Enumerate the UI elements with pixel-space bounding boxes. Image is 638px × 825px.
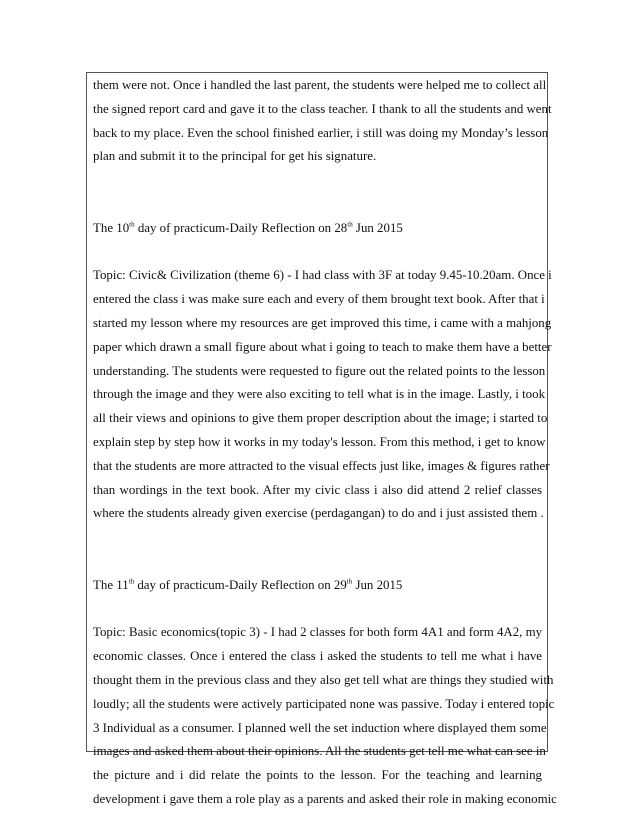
spacer — [93, 241, 542, 265]
text-line: understanding. The students were requested to figure out the related points to the lesson — [93, 363, 546, 378]
text-line: that the students are more attracted to the visual effects just like, images & figures rather — [93, 458, 550, 473]
text-line: all their views and opinions to give them proper description about the image; i started to — [93, 411, 548, 426]
text-line: where the students already given exercise (perdagangan) to do and i just assisted them . — [93, 506, 544, 521]
text-line: than wordings in the text book. After my civic class i also did attend 2 relief classes — [93, 482, 542, 497]
text-line: Topic: Basic economics(topic 3) - I had 2 classes for both form 4A1 and form 4A2, my — [93, 625, 543, 640]
paragraph-2 — [93, 264, 552, 526]
text-line: entered the class i was make sure each and every of them brought text book. After that i — [93, 292, 545, 307]
spacer — [93, 526, 542, 574]
text-line: back to my place. Even the school finished earlier, i still was doing my Monday’s lesson — [93, 125, 549, 140]
text-line: loudly; all the students were actively participated none was passive. Today i entered topic — [93, 696, 555, 711]
text-line: plan and submit it to the principal for get his signature. — [93, 149, 377, 164]
spacer — [93, 169, 542, 217]
text-line: development i gave them a role play as a parents and asked their role in making economic — [93, 791, 557, 806]
text-line: the signed report card and gave it to the class teacher. I thank to all the students and went — [93, 101, 552, 116]
text-line: explain step by step how it works in my today's lesson. From this method, i get to know — [93, 434, 546, 449]
text-line: images and asked them about their opinions. All the students get tell me what can see in — [93, 744, 546, 759]
text-line: economic classes. Once i entered the class i asked the students to tell me what i have — [93, 649, 542, 664]
text-line: the picture and i did relate the points to the lesson. For the teaching and learning — [93, 768, 542, 783]
text-line: Topic: Civic& Civilization (theme 6) - I had class with 3F at today 9.45-10.20am. Once i — [93, 268, 552, 283]
text-line: through the image and they were also exciting to tell what is in the image. Lastly, i took — [93, 387, 546, 402]
paragraph-3 — [93, 621, 557, 811]
day-10-heading: The 10th day of practicum-Daily Reflection on 28th Jun 2015 — [93, 220, 403, 235]
text-line: 3 Individual as a consumer. I planned well the set induction where displayed them some — [93, 720, 547, 735]
text-line: thought them in the previous class and they also get tell what are things they studied with — [93, 672, 554, 687]
text-line: them were not. Once i handled the last parent, the students were helped me to collect all — [93, 78, 547, 92]
spacer — [93, 598, 542, 622]
day-11-heading: The 11th day of practicum-Daily Reflection on 29th Jun 2015 — [93, 577, 403, 592]
document-text-box — [86, 72, 557, 806]
paragraph-1 — [93, 74, 552, 169]
text-line: paper which drawn a small figure about what i going to teach to make them have a better — [93, 339, 552, 354]
text-line: started my lesson where my resources are get improved this time, i came with a mahjong — [93, 315, 552, 330]
